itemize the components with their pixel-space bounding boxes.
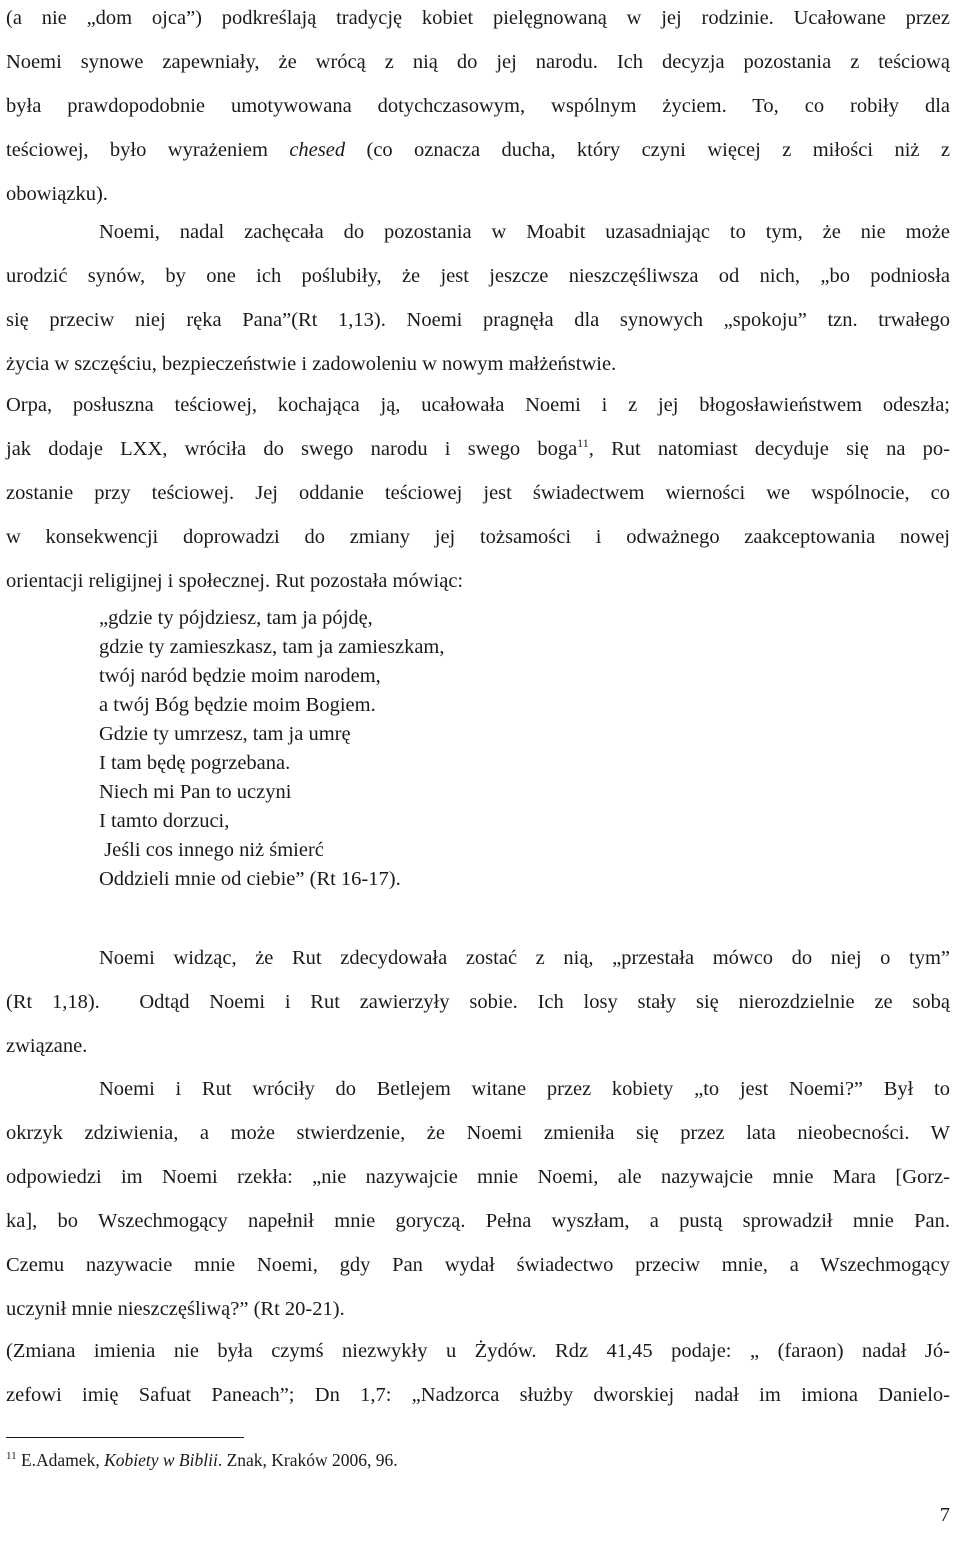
- quotation-line: I tamto dorzuci,: [99, 810, 230, 832]
- text-line: Noemi, nadal zachęcała do pozostania w Moabit uzasadniając to tym, że nie może: [99, 221, 950, 243]
- text-line: była prawdopodobnie umotywowana dotychczasowym, wspólnym życiem. To, co robiły dla: [6, 95, 950, 117]
- text-segment: teściowej, było wyrażeniem: [6, 139, 290, 161]
- footnote-number: 11: [6, 1450, 17, 1463]
- quotation-line: Oddzieli mnie od ciebie” (Rt 16-17).: [99, 868, 401, 890]
- text-line: odpowiedzi im Noemi rzekła: „nie nazywajcie mnie Noemi, ale nazywajcie mnie Mara [Gorz-: [6, 1166, 950, 1188]
- paragraph-orpa: [6, 383, 950, 603]
- text-line: (Rt 1,18). Odtąd Noemi i Rut zawierzyły sobie. Ich losy stały się nierozdzielnie ze sobą: [6, 991, 950, 1013]
- text-line: okrzyk zdziwienia, a może stwierdzenie, że Noemi zmieniła się przez lata nieobecności. W: [6, 1122, 950, 1144]
- text-segment: (co oznacza ducha, który czyni więcej z miłości niż z: [345, 139, 950, 161]
- text-line: [6, 427, 950, 471]
- paragraph-noemi-seeing: [6, 936, 950, 1068]
- footnote-publication: . Znak, Kraków 2006, 96.: [217, 1450, 398, 1470]
- chesed-term: chesed: [289, 139, 346, 161]
- text-line: Orpa, posłuszna teściowej, kochająca ją, ucałowała Noemi i z jej błogosławieństwem odeszła;: [6, 394, 950, 416]
- text-line: w konsekwencji doprowadzi do zmiany jej tożsamości i odważnego zaakceptowania nowej: [6, 526, 950, 548]
- text-segment: , Rut natomiast decyduje się na po-: [588, 438, 950, 460]
- text-line: obowiązku).: [6, 183, 108, 205]
- text-line: zefowi imię Safuat Paneach”; Dn 1,7: „Nadzorca służby dworskiej nadał im imiona Danielo-: [6, 1384, 950, 1406]
- footnote-separator: [6, 1437, 244, 1438]
- quotation-line: Gdzie ty umrzesz, tam ja umrę: [99, 723, 351, 745]
- footnote-reference: 11: [577, 436, 589, 451]
- footnote-author: E.Adamek,: [16, 1450, 105, 1470]
- text-line: urodzić synów, by one ich poślubiły, że jest jeszcze nieszczęśliwsza od nich, „bo podniosła: [6, 265, 950, 287]
- text-line: Noemi i Rut wróciły do Betlejem witane przez kobiety „to jest Noemi?” Był to: [99, 1078, 950, 1100]
- quotation-line: Jeśli cos innego niż śmierć: [99, 839, 324, 861]
- quotation-line: twój naród będzie moim narodem,: [99, 665, 381, 687]
- text-line: orientacji religijnej i społecznej. Rut pozostała mówiąc:: [6, 570, 464, 592]
- quotation-line: „gdzie ty pójdziesz, tam ja pójdę,: [99, 607, 373, 629]
- footnote-book-title: Kobiety w Biblii: [104, 1450, 218, 1470]
- text-line: ka], bo Wszechmogący napełnił mnie goryczą. Pełna wyszłam, a pustą sprowadził mnie Pan.: [6, 1210, 950, 1232]
- text-line: związane.: [6, 1035, 88, 1057]
- text-line: Noemi widząc, że Rut zdecydowała zostać z nią, „przestała mówco do niej o tym”: [99, 947, 950, 969]
- text-line: uczynił mnie nieszczęśliwą?” (Rt 20-21).: [6, 1298, 345, 1320]
- paragraph-continuation: [6, 0, 950, 216]
- paragraph-bethlehem: [6, 1067, 950, 1331]
- quotation-line: a twój Bóg będzie moim Bogiem.: [99, 694, 376, 716]
- quotation-line: Niech mi Pan to uczyni: [99, 781, 292, 803]
- text-line: Czemu nazywacie mnie Noemi, gdy Pan wydał świadectwo przeciw mnie, a Wszechmogący: [6, 1254, 950, 1276]
- paragraph-name-change: [6, 1329, 950, 1417]
- text-line: Noemi synowe zapewniały, że wrócą z nią do jej narodu. Ich decyzja pozostania z teściową: [6, 51, 950, 73]
- text-line: się przeciw niej ręka Pana”(Rt 1,13). Noemi pragnęła dla synowych „spokoju” tzn. trwałego: [6, 309, 950, 331]
- page-number: 7: [939, 1504, 950, 1526]
- text-segment: jak dodaje LXX, wróciła do swego narodu i swego boga: [6, 438, 578, 460]
- quotation-line: gdzie ty zamieszkasz, tam ja zamieszkam,: [99, 636, 445, 658]
- footnote: [6, 1448, 398, 1472]
- paragraph-noemi-encouraged: [6, 210, 950, 386]
- text-line: (a nie „dom ojca”) podkreślają tradycję kobiet pielęgnowaną w jej rodzinie. Ucałowane przez: [6, 7, 950, 29]
- ruth-quotation: [99, 604, 445, 894]
- text-line: życia w szczęściu, bezpieczeństwie i zadowoleniu w nowym małżeństwie.: [6, 353, 617, 375]
- quotation-line: I tam będę pogrzebana.: [99, 752, 291, 774]
- text-line: (Zmiana imienia nie była czymś niezwykły u Żydów. Rdz 41,45 podaje: „ (faraon) nadał Jó-: [6, 1340, 950, 1362]
- text-line: [6, 128, 950, 172]
- text-line: zostanie przy teściowej. Jej oddanie teściowej jest świadectwem wierności we wspólnocie, co: [6, 482, 950, 504]
